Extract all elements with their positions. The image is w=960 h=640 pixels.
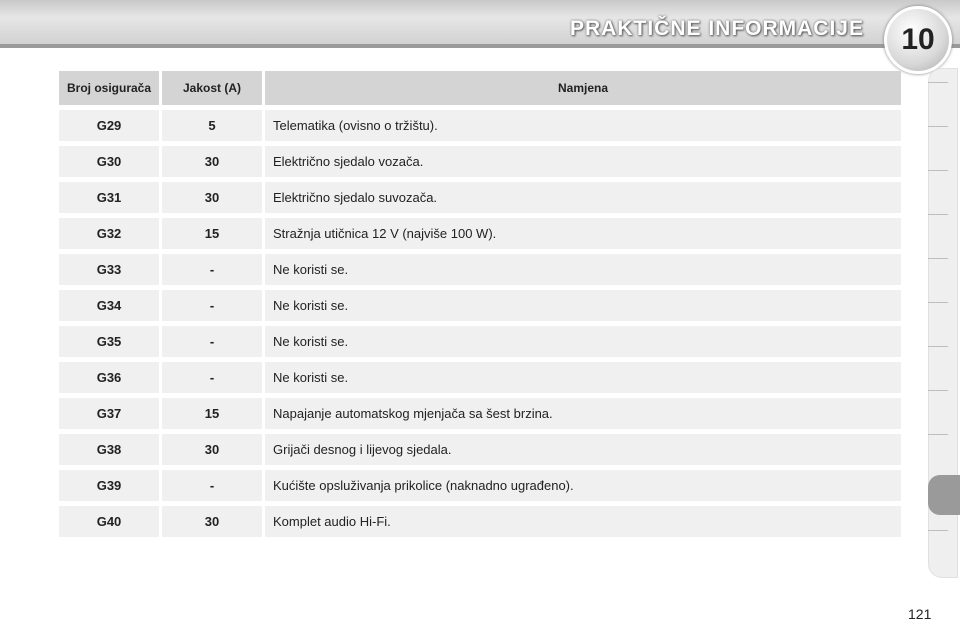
amperage-cell: - — [162, 362, 262, 393]
header-divider — [0, 44, 960, 48]
tab-marker — [928, 170, 948, 171]
purpose-cell: Telematika (ovisno o tržištu). — [265, 110, 901, 141]
amperage-cell: 30 — [162, 146, 262, 177]
purpose-cell: Ne koristi se. — [265, 362, 901, 393]
purpose-cell: Stražnja utičnica 12 V (najviše 100 W). — [265, 218, 901, 249]
tab-marker — [928, 82, 948, 83]
tab-marker — [928, 390, 948, 391]
purpose-cell: Ne koristi se. — [265, 290, 901, 321]
header-amperage — [162, 71, 262, 105]
tab-marker — [928, 346, 948, 347]
header-purpose: Namjena — [265, 71, 901, 105]
table-row — [59, 434, 901, 465]
table-row — [59, 470, 901, 501]
amperage-cell: - — [162, 470, 262, 501]
tab-marker — [928, 530, 948, 531]
fuse-number-cell: G33 — [59, 254, 159, 285]
table-row — [59, 182, 901, 213]
amperage-cell: 30 — [162, 434, 262, 465]
fuse-number-cell: G34 — [59, 290, 159, 321]
fuse-number-cell: G40 — [59, 506, 159, 537]
fuse-number-cell: G30 — [59, 146, 159, 177]
table-row — [59, 398, 901, 429]
tab-marker — [928, 434, 948, 435]
table-row — [59, 110, 901, 141]
chapter-title: PRAKTIČNE INFORMACIJE — [569, 17, 864, 40]
table-row — [59, 254, 901, 285]
fuse-number-cell: G31 — [59, 182, 159, 213]
purpose-cell: Grijači desnog i lijevog sjedala. — [265, 434, 901, 465]
purpose-cell: Električno sjedalo suvozača. — [265, 182, 901, 213]
tab-marker — [928, 214, 948, 215]
chapter-badge — [884, 6, 952, 74]
fuse-number-cell: G29 — [59, 110, 159, 141]
purpose-cell: Ne koristi se. — [265, 254, 901, 285]
table-row — [59, 506, 901, 537]
purpose-cell: Napajanje automatskog mjenjača sa šest brzina. — [265, 398, 901, 429]
page-number: 121 — [908, 606, 932, 622]
fuse-number-cell: G39 — [59, 470, 159, 501]
tab-marker — [928, 126, 948, 127]
fuse-number-cell: G38 — [59, 434, 159, 465]
header-fuse-number: Broj osigurača — [59, 71, 159, 105]
table-row — [59, 326, 901, 357]
tab-active-chapter — [928, 475, 960, 515]
table-row — [59, 218, 901, 249]
amperage-cell: - — [162, 326, 262, 357]
header-amperage-label: Jakost (A) — [182, 81, 241, 95]
fuse-table — [56, 66, 904, 542]
purpose-cell: Kućište opsluživanja prikolice (naknadno ugrađeno). — [265, 470, 901, 501]
table-header-row — [59, 71, 901, 105]
purpose-cell: Ne koristi se. — [265, 326, 901, 357]
amperage-cell: 30 — [162, 506, 262, 537]
fuse-number-cell: G36 — [59, 362, 159, 393]
chapter-tabs — [928, 68, 960, 576]
page-header — [0, 0, 960, 58]
amperage-cell: 30 — [162, 182, 262, 213]
tab-marker — [928, 302, 948, 303]
amperage-cell: 15 — [162, 398, 262, 429]
fuse-number-cell: G37 — [59, 398, 159, 429]
table-row — [59, 290, 901, 321]
tab-marker — [928, 258, 948, 259]
table-row — [59, 362, 901, 393]
chapter-number: 10 — [901, 23, 935, 56]
amperage-cell: - — [162, 254, 262, 285]
amperage-cell: 15 — [162, 218, 262, 249]
fuse-number-cell: G35 — [59, 326, 159, 357]
purpose-cell: Električno sjedalo vozača. — [265, 146, 901, 177]
fuse-number-cell: G32 — [59, 218, 159, 249]
purpose-cell: Komplet audio Hi-Fi. — [265, 506, 901, 537]
amperage-cell: - — [162, 290, 262, 321]
amperage-cell: 5 — [162, 110, 262, 141]
table-row — [59, 146, 901, 177]
